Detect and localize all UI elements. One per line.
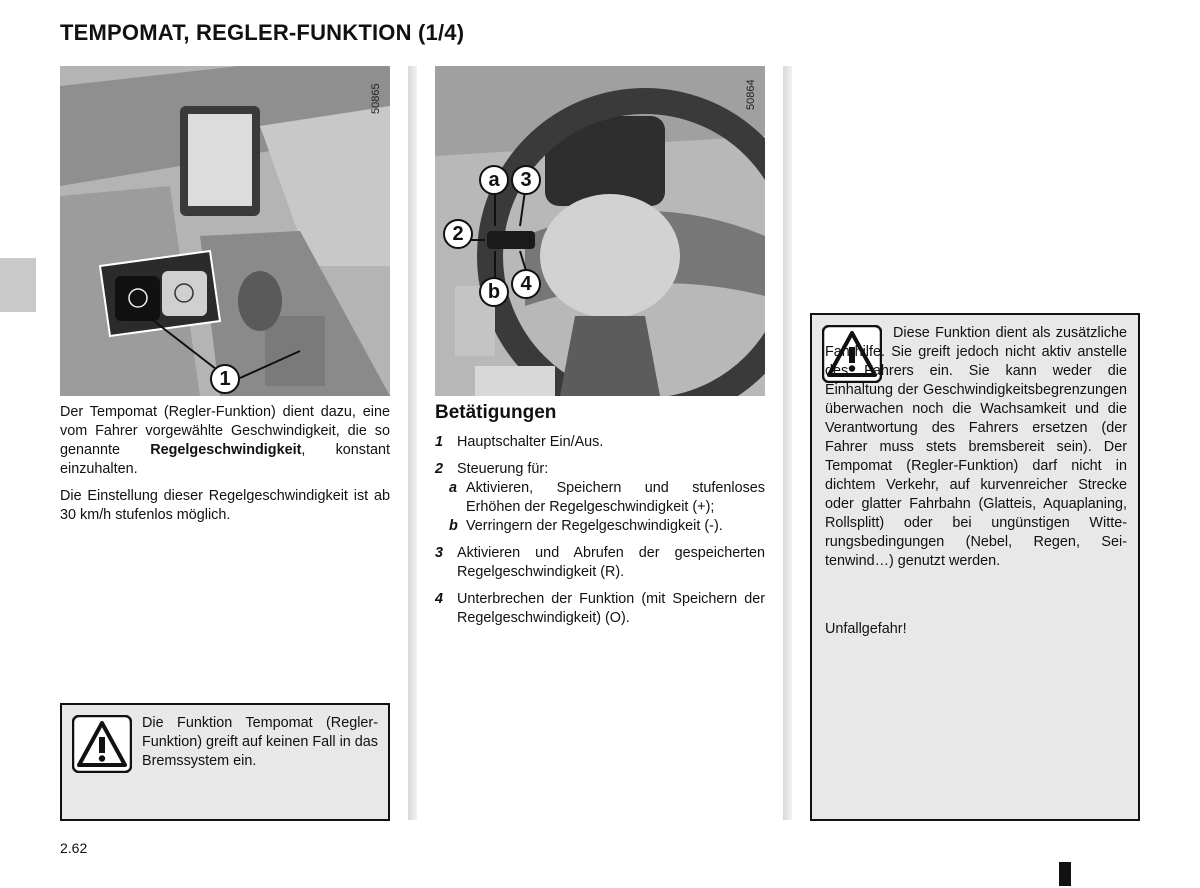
warning-text: Die Funktion Tempomat (Regler-Funktion) greift auf keinen Fall in das Bremssystem ein.	[142, 715, 378, 769]
sub-item-a: a Aktivieren, Speichern und stufenloses Erhöhen der Regelgeschwindigkeit (+);	[449, 480, 765, 515]
warning-box	[60, 703, 390, 821]
steering-wheel-photo	[435, 66, 765, 396]
dashboard-photo	[60, 66, 390, 396]
callout-a: a	[479, 165, 509, 195]
warning-icon	[72, 715, 132, 773]
callout-b: b	[479, 277, 509, 307]
controls-list	[435, 433, 765, 636]
section-heading: Betätigungen	[435, 402, 557, 423]
page-title: TEMPOMAT, REGLER-FUNKTION (1/4)	[60, 20, 465, 45]
callout-2: 2	[443, 219, 473, 249]
intro-text	[60, 403, 390, 533]
list-item: 3 Aktivieren und Abrufen der gespeicherten Regelgeschwindigkeit (R).	[435, 545, 765, 580]
section-tab	[0, 258, 36, 312]
intro-paragraph: Der Tempomat (Regler-Funktion) dient dazu, eine vom Fahrer vorgewählte Geschwindigkeit, die so genannte Regelgeschwindigkeit, konstant einzuhalten.	[60, 404, 390, 477]
column-divider	[408, 66, 417, 820]
speed-paragraph: Die Einstellung dieser Regelgeschwindigkeit ist ab 30 km/h stufenlos möglich.	[60, 488, 390, 523]
callout-4: 4	[511, 269, 541, 299]
list-item: 4 Unterbrechen der Funktion (mit Speichern der Regelgeschwindigkeit) (O).	[435, 591, 765, 626]
page-end-marker	[1059, 862, 1071, 886]
column-divider	[783, 66, 792, 820]
list-item: 2 Steuerung für: a Aktivieren, Speichern und stufenloses Erhöhen der Regelgeschwindigkeit (+); b Verringern der Regelgeschwindigkeit (-).	[435, 461, 765, 534]
warning-box	[810, 313, 1140, 821]
callout-1: 1	[210, 364, 240, 394]
list-item: 1 Hauptschalter Ein/Aus.	[435, 434, 604, 450]
figure-ref-number: 50865	[370, 83, 382, 114]
callout-3: 3	[511, 165, 541, 195]
page-number: 2.62	[60, 840, 88, 856]
figure-ref-number: 50864	[745, 79, 757, 110]
sub-item-b: b Verringern der Regelgeschwindigkeit (-).	[449, 518, 723, 534]
warning-emphasis: Unfallgefahr!	[825, 621, 907, 637]
warning-text: Diese Funktion dient als zusätzliche Fahrhilfe. Sie greift jedoch nicht aktiv anstelle des Fahrers ein. Sie kann weder die Einhaltung der Geschwindigkeitsbegrenzungen überwachen noch die Wachsamkeit und die Verantwortung des Fahrers ersetzen (der Fahrer muss stets bremsbereit sein). Der Tempomat (Regler-Funktion) darf nicht in dichtem Verkehr, auf kurvenreicher Strecke oder glatter Fahrbahn (Glatteis, Aquaplaning, Rollsplitt) oder bei ungünstigen Witterungsbedingungen (Nebel, Regen, Seitenwind…) genutzt werden.	[825, 325, 1127, 569]
